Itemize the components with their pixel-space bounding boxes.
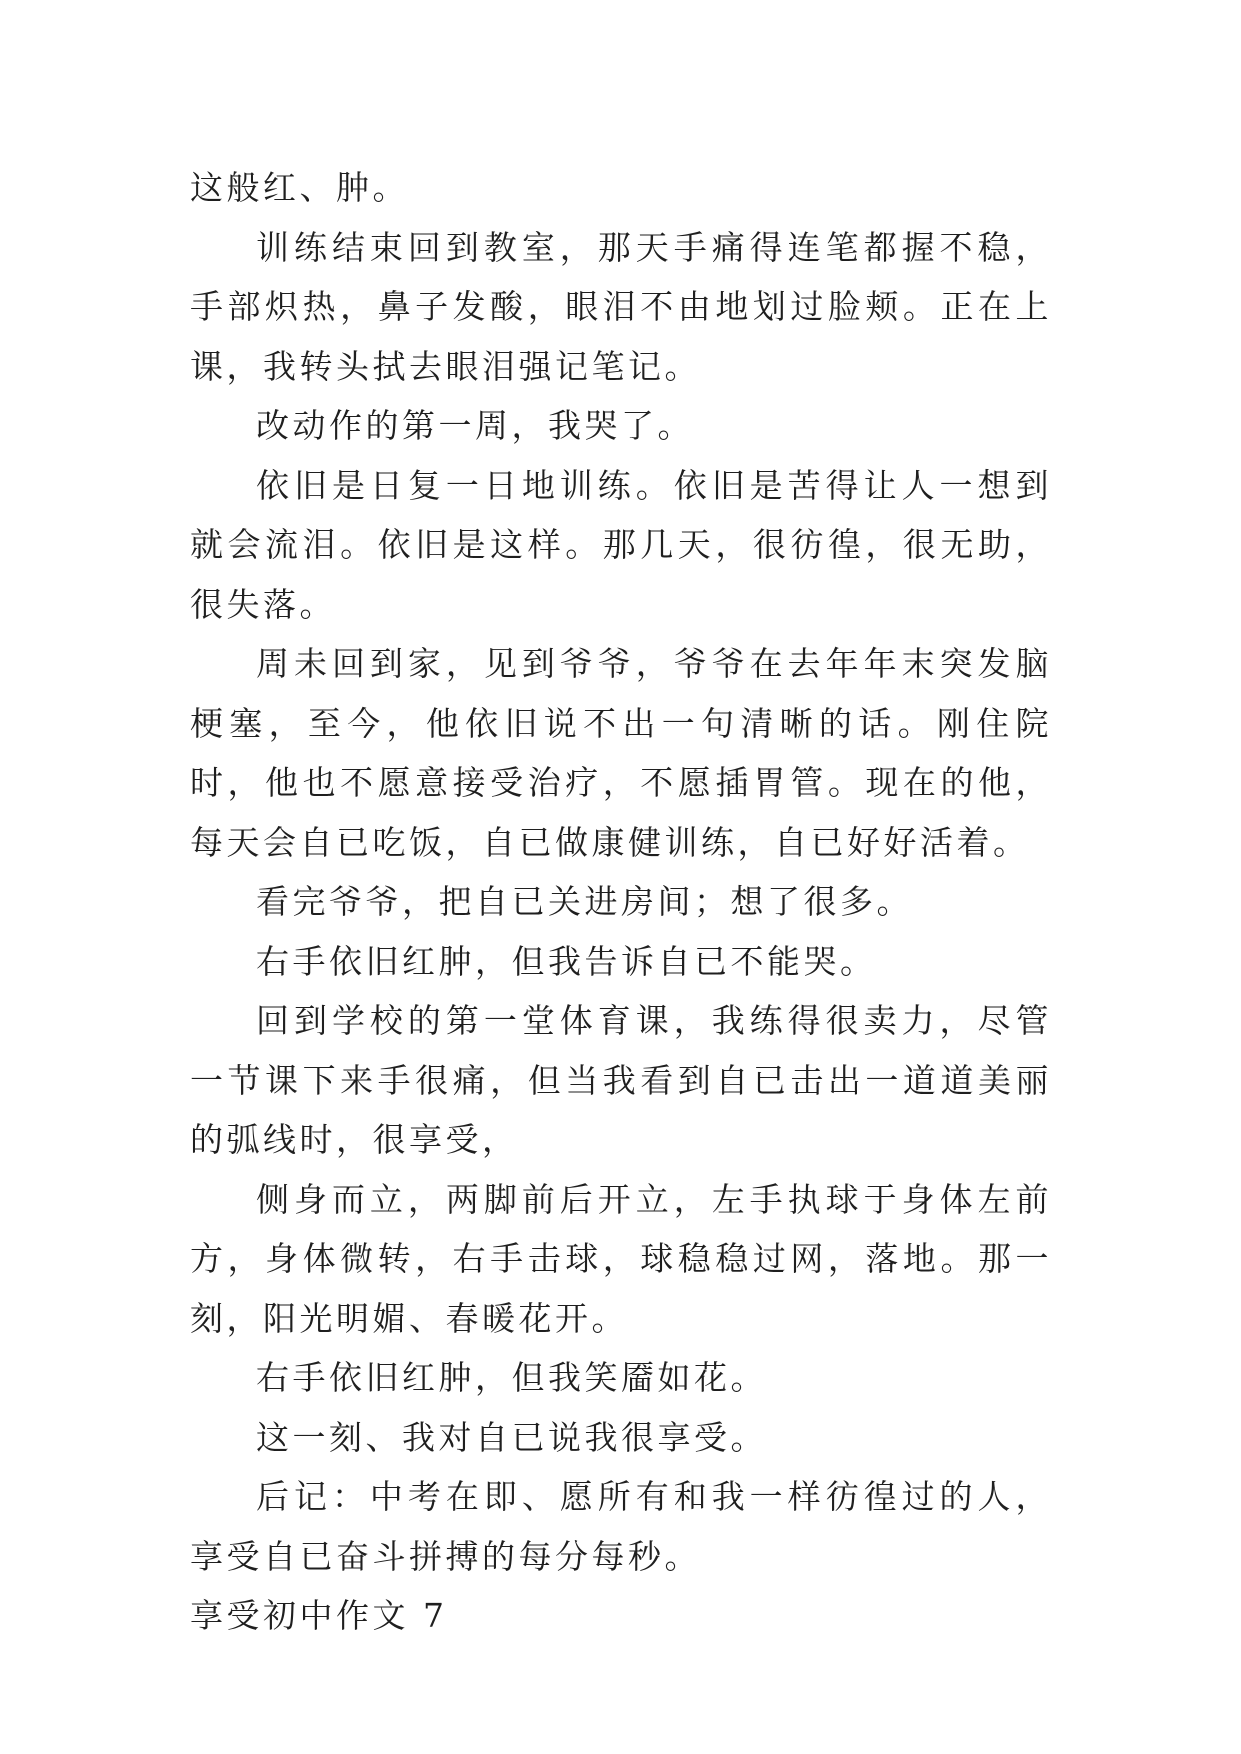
section-heading: 享受初中作文 7: [190, 1596, 448, 1635]
paragraph: 周未回到家，见到爷爷，爷爷在去年年末突发脑梗塞，至今，他依旧说不出一句清晰的话。刚住院时，他也不愿意接受治疗，不愿插胃管。现在的他，每天会自已吃饭，自已做康健训练，自已好好活着。: [190, 644, 1052, 862]
paragraph-continuation: 这般红、肿。: [190, 168, 409, 207]
paragraph: 改动作的第一周，我哭了。: [256, 406, 694, 445]
paragraph: 看完爷爷，把自已关进房间；想了很多。: [256, 882, 913, 921]
paragraph-postscript: 后记：中考在即、愿所有和我一样彷徨过的人，享受自已奋斗拼搏的每分每秒。: [190, 1477, 1052, 1576]
document-body: [190, 158, 1052, 1646]
paragraph: 侧身而立，两脚前后开立，左手执球于身体左前方，身体微转，右手击球，球稳稳过网，落地。那一刻，阳光明媚、春暖花开。: [190, 1179, 1052, 1338]
paragraph: 训练结束回到教室，那天手痛得连笔都握不稳，手部炽热，鼻子发酸，眼泪不由地划过脸颊。正在上课，我转头拭去眼泪强记笔记。: [190, 227, 1052, 386]
paragraph: 这一刻、我对自已说我很享受。: [256, 1417, 767, 1457]
paragraph: 回到学校的第一堂体育课，我练得很卖力，尽管一节课下来手很痛，但当我看到自已击出一道道美丽的弧线时，很享受，: [190, 1001, 1052, 1159]
paragraph: 右手依旧红肿，但我告诉自已不能哭。: [256, 941, 877, 981]
paragraph: 右手依旧红肿，但我笑靥如花。: [256, 1358, 767, 1397]
paragraph: 依旧是日复一日地训练。依旧是苦得让人一想到就会流泪。依旧是这样。那几天，很彷徨，很无助，很失落。: [190, 465, 1052, 624]
